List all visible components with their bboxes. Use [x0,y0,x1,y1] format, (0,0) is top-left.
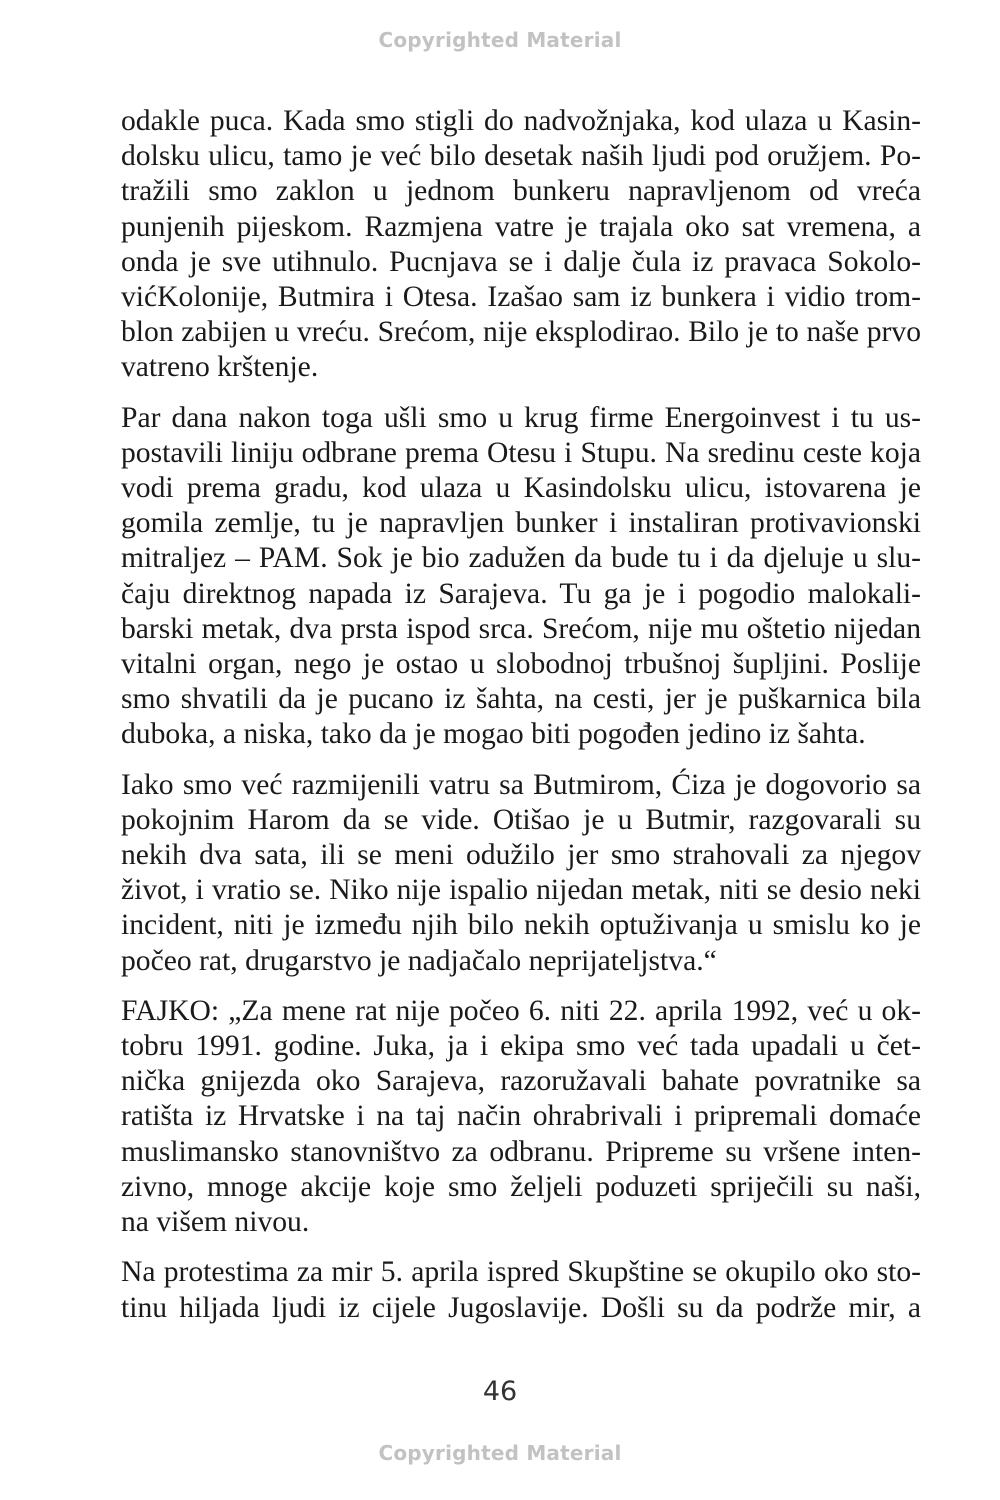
text-line: Iako smo već razmijenili vatru sa Butmirom, Ćiza je dogovorio sa [121,768,921,801]
text-line: FAJKO: „Za mene rat nije počeo 6. niti 22. aprila 1992, već u ok- [121,994,921,1027]
text-line: nička gnijezda oko Sarajeva, razoružavali bahate povratnike sa [121,1065,921,1098]
text-line: Na protestima za mir 5. aprila ispred Skupštine se okupilo oko sto- [121,1256,921,1289]
text-line: gomila zemlje, tu je napravljen bunker i instaliran protivavionski [121,507,921,540]
copyright-watermark-bottom: Copyrighted Material [378,1441,622,1465]
copyright-watermark-top: Copyrighted Material [378,28,622,52]
text-line: barski metak, dva prsta ispod srca. Srećom, nije mu oštetio nijedan [121,612,921,645]
text-line: punjenih pijeskom. Razmjena vatre je trajala oko sat vremena, a [121,210,921,243]
text-line: vodi prema gradu, kod ulaza u Kasindolsku ulicu, istovarena je [121,472,921,505]
text-line: blon zabijen u vreću. Srećom, nije eksplodirao. Bilo je to naše prvo [121,316,921,349]
text-line: postavili liniju odbrane prema Otesu i Stupu. Na sredinu ceste koja [121,436,921,469]
text-line: život, i vratio se. Niko nije ispalio nijedan metak, niti se desio neki [121,874,921,907]
text-line: duboka, a niska, tako da je mogao biti pogođen jedino iz šahta. [121,718,866,751]
text-line: počeo rat, drugarstvo je nadjačalo neprijateljstva.“ [121,944,717,977]
text-line: smo shvatili da je pucano iz šahta, na cesti, jer je puškarnica bila [121,683,921,716]
paragraph [121,401,921,753]
page-body [121,104,921,1326]
text-line: vitalni organ, nego je ostao u slobodnoj trbušnoj šupljini. Poslije [121,648,921,681]
paragraph [121,994,921,1240]
text-line: onda je sve utihnulo. Pucnjava se i dalje čula iz pravaca Sokolo- [121,245,921,278]
text-line: na višem nivou. [121,1206,310,1239]
text-line: muslimansko stanovništvo za odbranu. Pripreme su vršene inten- [121,1135,921,1168]
text-line: tobru 1991. godine. Juka, ja i ekipa smo već tada upadali u čet- [121,1030,921,1063]
page-number: 46 [482,1376,518,1407]
text-line: vićKolonije, Butmira i Otesa. Izašao sam iz bunkera i vidio trom- [121,281,921,314]
text-line: pokojnim Harom da se vide. Otišao je u Butmir, razgovarali su [121,803,921,836]
text-line: tinu hiljada ljudi iz cijele Jugoslavije. Došli su da podrže mir, a [121,1291,921,1324]
text-line: tražili smo zaklon u jednom bunkeru napravljenom od vreća [121,175,921,208]
text-line: mitraljez – PAM. Sok je bio zadužen da bude tu i da djeluje u slu- [121,542,921,575]
text-line: incident, niti je između njih bilo nekih optuživanja u smislu ko je [121,909,921,942]
text-line: čaju direktnog napada iz Sarajeva. Tu ga je i pogodio malokali- [121,577,921,610]
paragraph [121,1255,921,1325]
paragraph [121,768,921,979]
text-line: zivno, mnoge akcije koje smo željeli poduzeti spriječili su naši, [121,1170,921,1203]
text-line: vatreno krštenje. [121,351,319,384]
text-line: dolsku ulicu, tamo je već bilo desetak naših ljudi pod oružjem. Po- [121,140,921,173]
text-line: ratišta iz Hrvatske i na taj način ohrabrivali i pripremali domaće [121,1100,921,1133]
text-line: nekih dva sata, ili se meni odužilo jer smo strahovali za njegov [121,839,921,872]
paragraph [121,104,921,386]
text-line: odakle puca. Kada smo stigli do nadvožnjaka, kod ulaza u Kasin- [121,105,921,137]
text-line: Par dana nakon toga ušli smo u krug firme Energoinvest i tu us- [121,401,921,434]
